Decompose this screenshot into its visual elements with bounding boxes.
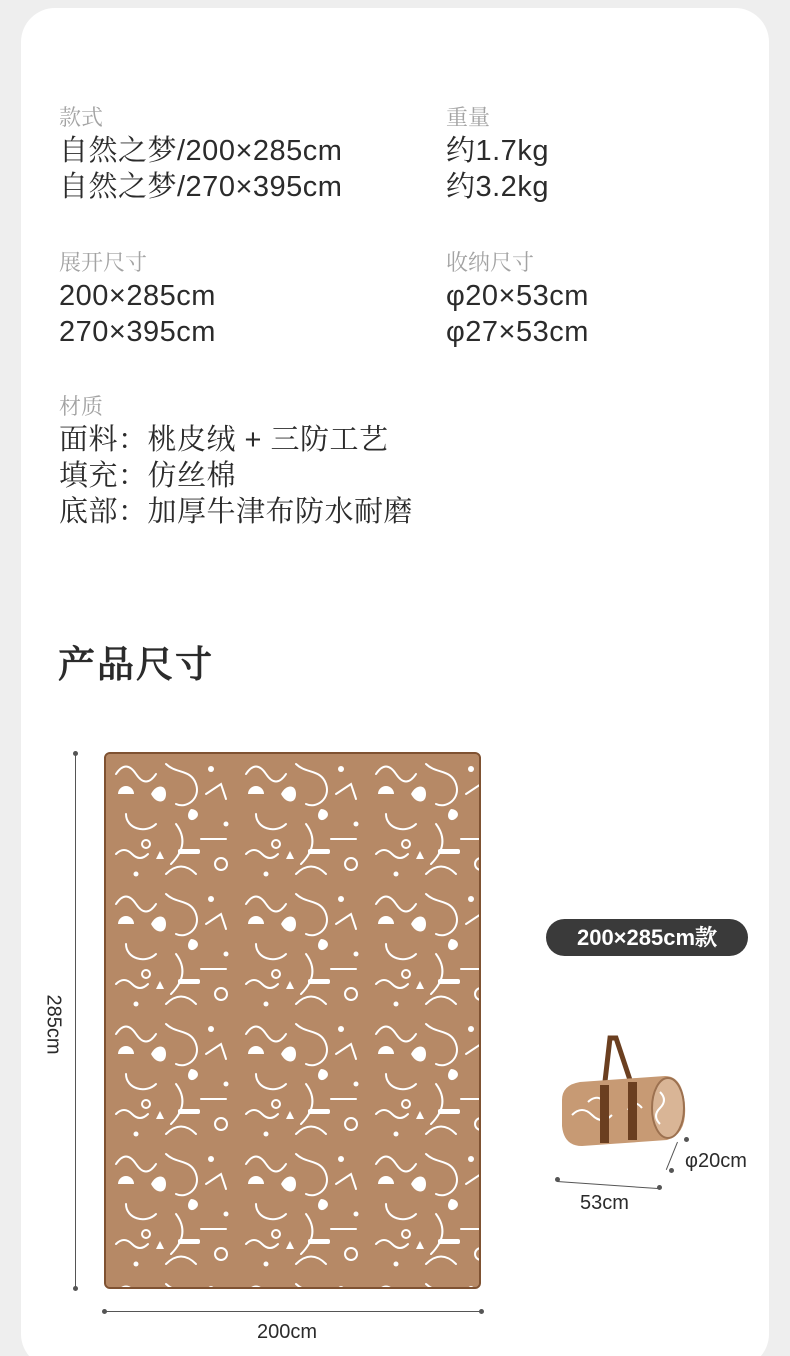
roll-diameter-label: φ20cm	[685, 1150, 747, 1172]
roll-length-left-dot	[555, 1177, 560, 1182]
width-dimension-left-dot	[102, 1309, 107, 1314]
spec-stored-line-1: φ20×53cm	[446, 280, 589, 312]
spec-stored-line-2: φ27×53cm	[446, 316, 589, 348]
size-variant-badge: 200×285cm款	[546, 919, 748, 956]
spec-unfolded-label: 展开尺寸	[59, 250, 148, 275]
spec-weight-line-1: 约1.7kg	[446, 135, 549, 167]
width-dimension-line	[105, 1311, 481, 1312]
spec-material-line-2: 填充：仿丝棉	[59, 460, 237, 492]
rolled-blanket-image	[548, 1030, 698, 1180]
height-dimension-top-dot	[73, 751, 78, 756]
height-dimension-label: 285cm	[42, 994, 65, 1055]
spec-style-line-1: 自然之梦/200×285cm	[59, 135, 343, 167]
roll-length-right-dot	[657, 1185, 662, 1190]
roll-length-label: 53cm	[580, 1192, 629, 1214]
roll-diameter-bottom-dot	[669, 1168, 674, 1173]
height-dimension-bottom-dot	[73, 1286, 78, 1291]
width-dimension-label: 200cm	[257, 1321, 318, 1343]
spec-stored-size	[446, 248, 589, 350]
spec-material-line-1: 面料：桃皮绒 + 三防工艺	[59, 424, 389, 456]
spec-style-line-2: 自然之梦/270×395cm	[59, 171, 343, 203]
spec-unfolded-line-2: 270×395cm	[59, 316, 216, 348]
width-dimension-right-dot	[479, 1309, 484, 1314]
product-size-title: 产品尺寸	[58, 644, 214, 685]
spec-weight	[446, 103, 549, 205]
height-dimension-line	[75, 754, 76, 1288]
spec-weight-label: 重量	[446, 105, 491, 130]
roll-diameter-top-dot	[684, 1137, 689, 1142]
spec-unfolded-size	[59, 248, 216, 350]
spec-material-label: 材质	[59, 394, 104, 419]
spec-style-label: 款式	[59, 105, 104, 130]
spec-stored-label: 收纳尺寸	[446, 250, 535, 275]
spec-material	[59, 392, 413, 530]
spec-material-line-3: 底部：加厚牛津布防水耐磨	[59, 496, 414, 528]
blanket-pattern	[106, 754, 481, 1289]
blanket-image	[104, 752, 481, 1289]
spec-style	[59, 103, 342, 205]
spec-weight-line-2: 约3.2kg	[446, 171, 549, 203]
spec-unfolded-line-1: 200×285cm	[59, 280, 216, 312]
